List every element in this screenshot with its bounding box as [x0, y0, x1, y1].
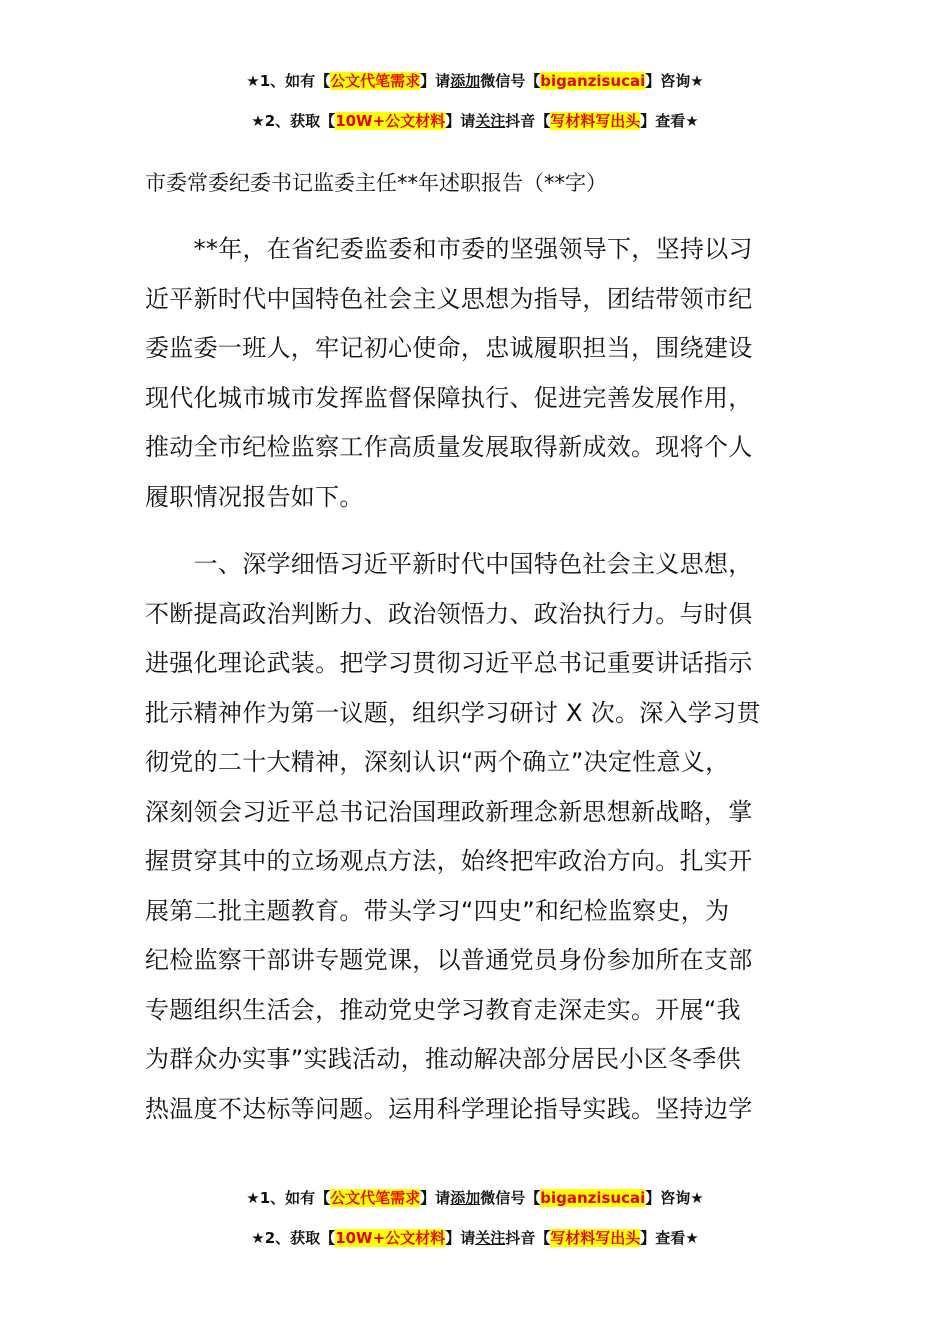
banner-highlight: 公文代笔需求 [330, 72, 421, 90]
banner-underlined-text: 添加 [450, 72, 481, 90]
banner-highlight: 10W+公文材料 [335, 112, 446, 130]
text-line: 推动全市纪检监察工作高质量发展取得新成效。现将个人 [145, 433, 753, 461]
banner-text: 抖音【 [505, 1229, 551, 1247]
banner-underlined-text: 关注 [475, 1229, 506, 1247]
banner-text: 】咨询★ [645, 1189, 704, 1207]
banner-highlight: 10W+公文材料 [335, 1229, 446, 1247]
banner-text: 】请 [445, 1229, 476, 1247]
text-line: 深刻领会习近平总书记治国理政新理念新思想新战略，掌 [145, 797, 753, 826]
banner-text: ★2、获取【 [251, 1229, 336, 1247]
footer-ad-line-1 [0, 1187, 950, 1209]
text-line: 履职情况报告如下。 [145, 482, 364, 511]
text-line: 专题组织生活会，推动党史学习教育走深走实。开展“我 [145, 995, 741, 1024]
text-line: 批示精神作为第一议题，组织学习研讨 X 次。深入学习贯 [145, 698, 761, 727]
banner-text: 】请 [420, 1189, 451, 1207]
text-line: 彻党的二十大精神，深刻认识“两个确立”决定性意义， [145, 748, 730, 776]
text-line: 委监委一班人，牢记初心使命，忠诚履职担当，围绕建设 [145, 334, 753, 362]
intro-paragraph [145, 225, 807, 522]
banner-underlined-text: 关注 [475, 112, 506, 130]
text-line: 为群众办实事”实践活动，推动解决部分居民小区冬季供 [145, 1045, 741, 1073]
banner-text: 抖音【 [505, 112, 551, 130]
text-line: **年，在省纪委监委和市委的坚强领导下，坚持以习 [145, 235, 753, 263]
text-line: 进强化理论武装。把学习贯彻习近平总书记重要讲话指示 [145, 649, 753, 677]
text-line: 展第二批主题教育。带头学习“四史”和纪检监察史，为 [145, 896, 730, 925]
text-line: 现代化城市城市发挥监督保障执行、促进完善发展作用， [145, 383, 753, 412]
banner-highlight: 公文代笔需求 [330, 1189, 421, 1207]
text-line: 一、深学细悟习近平新时代中国特色社会主义思想， [145, 550, 753, 578]
banner-highlight: biganzisucai [540, 72, 646, 90]
footer-ad-line-2 [0, 1227, 950, 1249]
banner-highlight: 写材料写出头 [550, 112, 641, 130]
text-line: 近平新时代中国特色社会主义思想为指导，团结带领市纪 [145, 284, 753, 313]
header-ad-line-1 [0, 70, 950, 92]
banner-text: ★2、获取【 [251, 112, 336, 130]
text-line: 热温度不达标等问题。运用科学理论指导实践。坚持边学 [145, 1094, 753, 1123]
banner-highlight: 写材料写出头 [550, 1229, 641, 1247]
banner-text: ★1、如有【 [246, 72, 331, 90]
document-title: 市委常委纪委书记监委主任**年述职报告（**字） [145, 171, 607, 195]
section-1-paragraph [145, 540, 807, 1134]
banner-text: 】请 [420, 72, 451, 90]
header-ad-line-2 [0, 110, 950, 132]
banner-text: 】查看★ [640, 1229, 699, 1247]
banner-underlined-text: 添加 [450, 1189, 481, 1207]
text-line: 不断提高政治判断力、政治领悟力、政治执行力。与时俱 [145, 599, 753, 628]
banner-text: ★1、如有【 [246, 1189, 331, 1207]
banner-text: 微信号【 [480, 1189, 541, 1207]
banner-text: 】请 [445, 112, 476, 130]
text-line: 纪检监察干部讲专题党课，以普通党员身份参加所在支部 [145, 946, 753, 974]
text-line: 握贯穿其中的立场观点方法，始终把牢政治方向。扎实开 [145, 847, 753, 875]
banner-text: 】咨询★ [645, 72, 704, 90]
banner-text: 微信号【 [480, 72, 541, 90]
banner-highlight: biganzisucai [540, 1189, 646, 1207]
banner-text: 】查看★ [640, 112, 699, 130]
